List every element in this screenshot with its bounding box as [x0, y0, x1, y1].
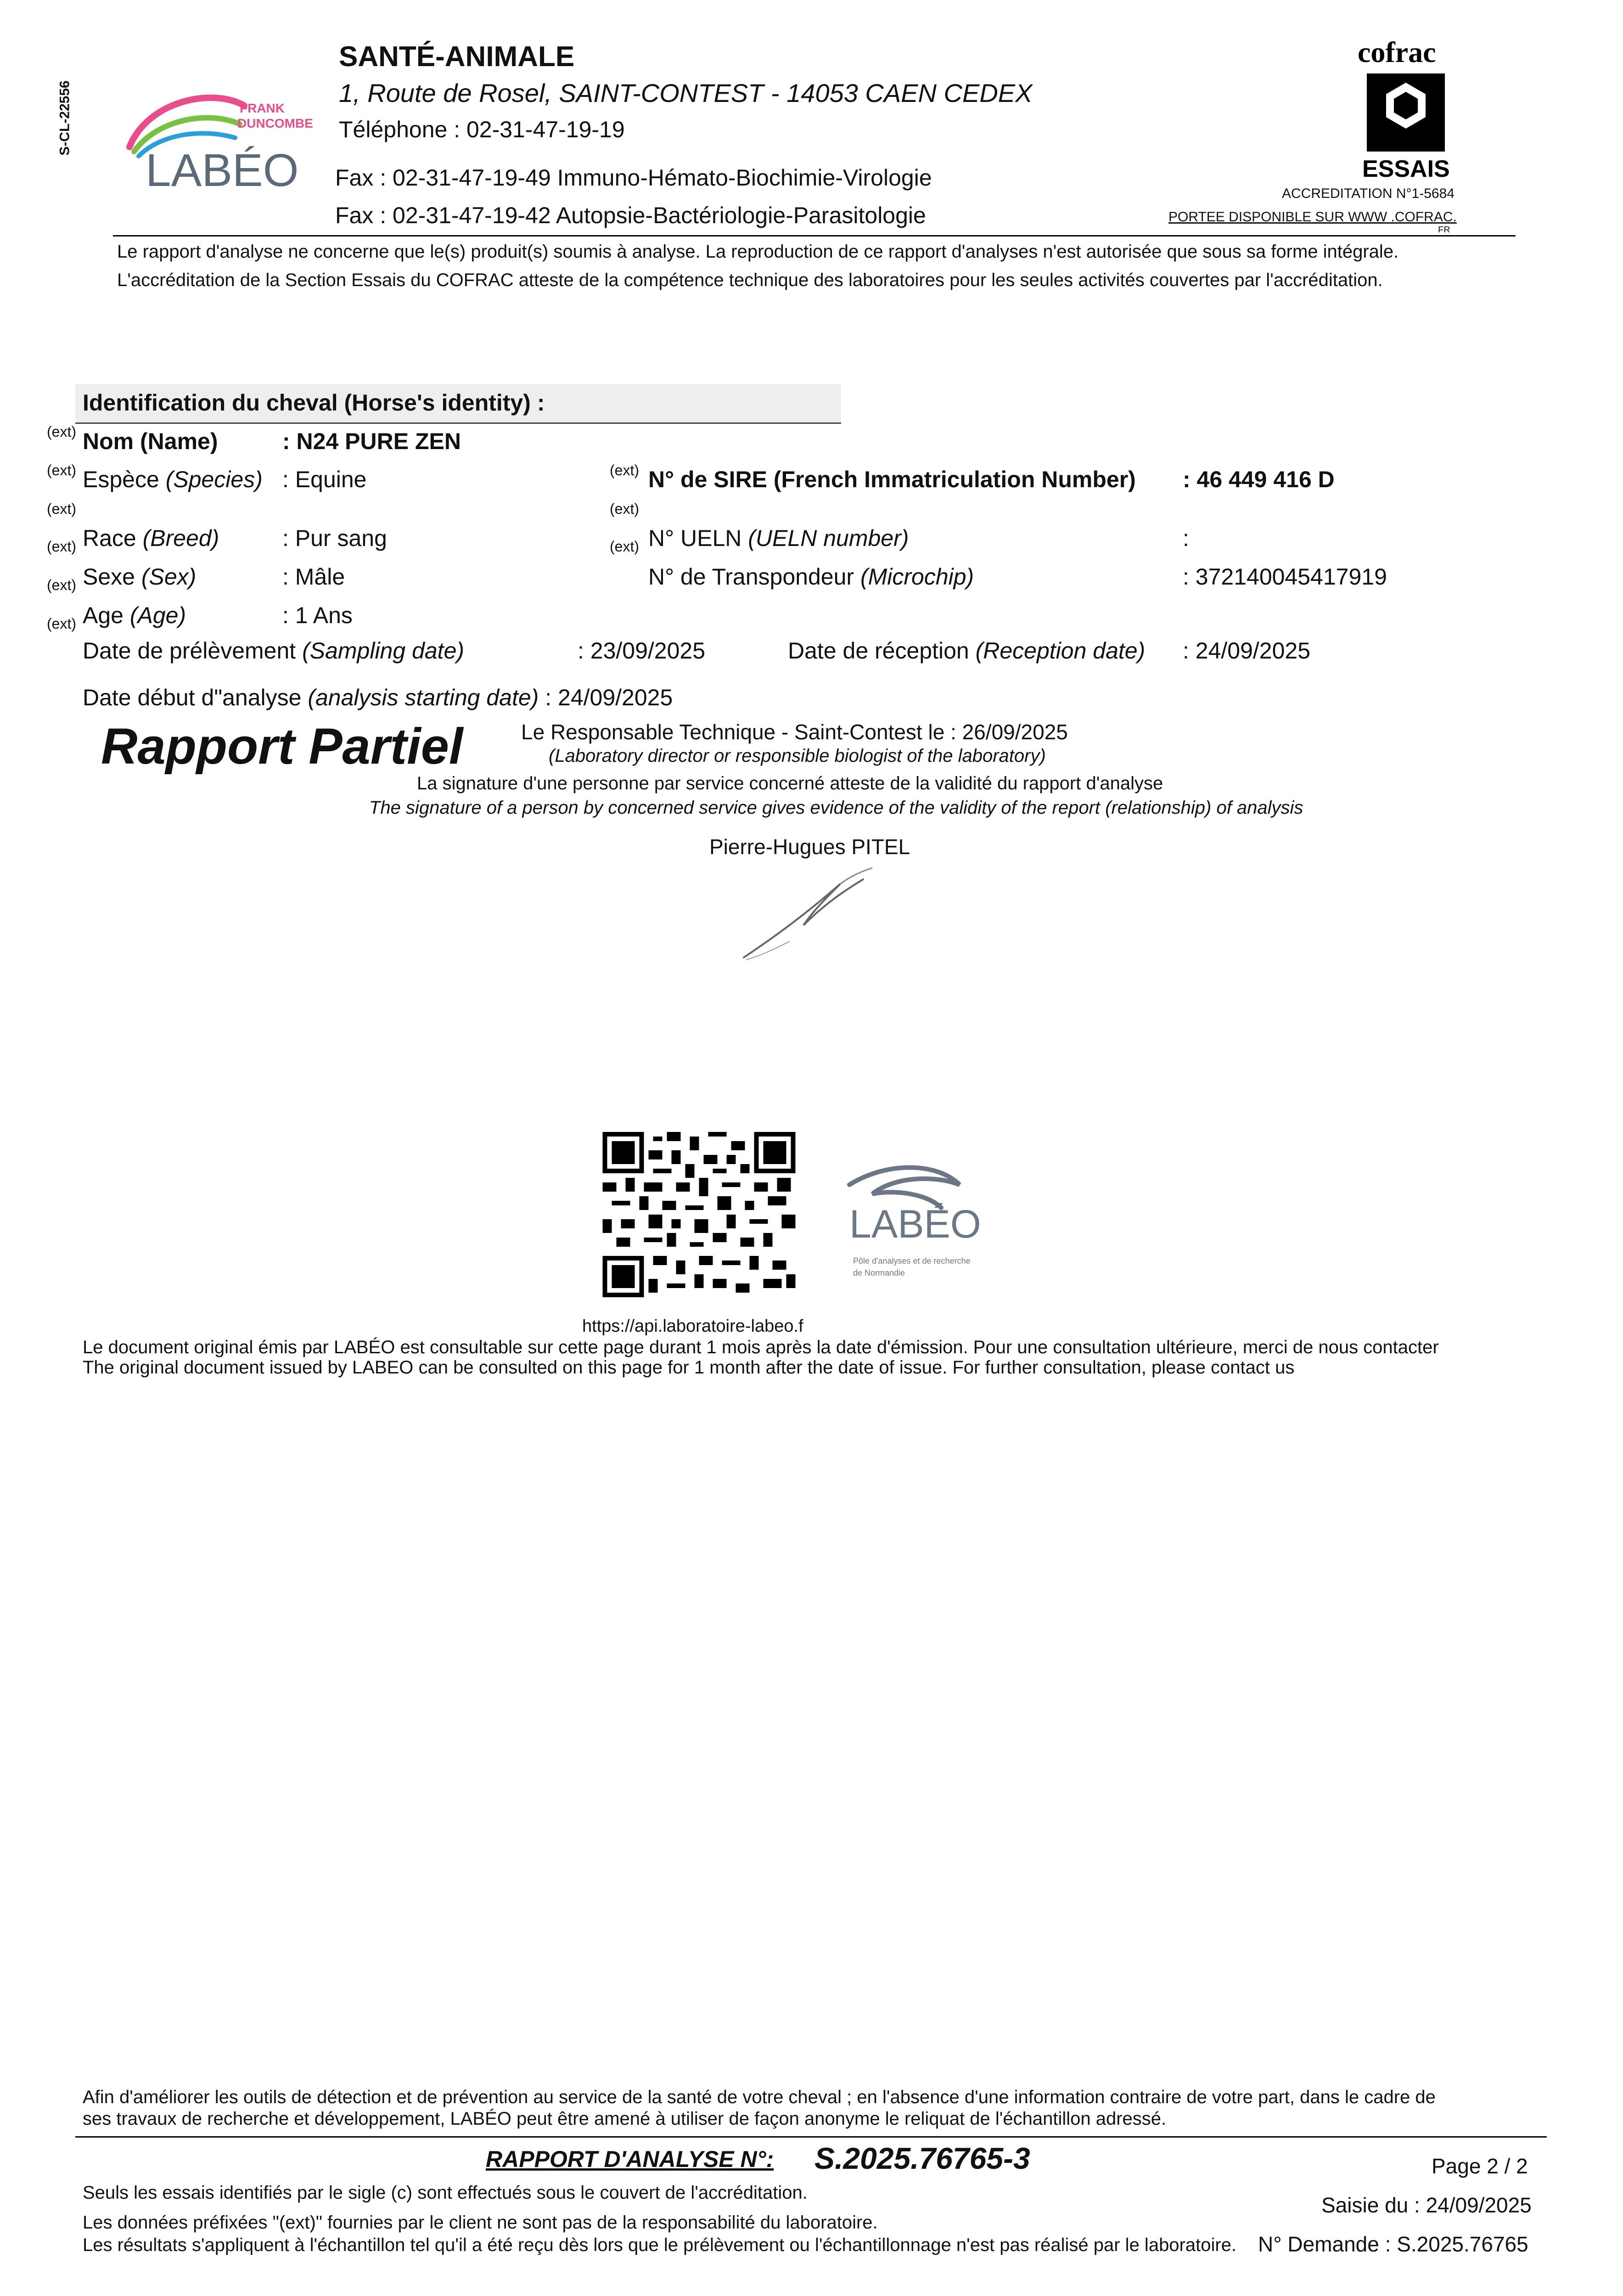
sire-label: N° de SIRE (French Immatriculation Number) — [648, 467, 1136, 492]
sexe-label-en: (Sex) — [141, 564, 197, 590]
footer-note-1: Seuls les essais identifiés par le sigle (c) sont effectués sous le couvert de l'accréditation. — [83, 2183, 808, 2203]
sire-value: : 46 449 416 D — [1183, 467, 1335, 492]
logo-text: LABÉO — [146, 145, 299, 196]
ueln-label-en: (UELN number) — [748, 525, 909, 551]
reception-value: : 24/09/2025 — [1183, 638, 1311, 664]
research-note-2: ses travaux de recherche et développement, LABÉO peut être amené à utiliser de façon anonyme le reliquat de l'échantillon adressé. — [83, 2109, 1167, 2129]
prelevement-label-fr: Date de prélèvement — [83, 638, 296, 664]
responsable-en: (Laboratory director or responsible biologist of the laboratory) — [549, 746, 1046, 766]
qr-url[interactable]: https://api.laboratoire-labeo.f — [582, 1317, 803, 1336]
portee-link[interactable]: PORTEE DISPONIBLE SUR WWW .COFRAC. — [1168, 209, 1457, 225]
espece-label — [83, 466, 263, 493]
disclaimer-1: Le rapport d'analyse ne concerne que le(s) produit(s) soumis à analyse. La reproduction de ce rapport d'analyses n'est autorisée que sous sa forme intégrale. — [117, 242, 1399, 262]
labeo-logo — [120, 78, 322, 197]
signature-note-fr: La signature d'une personne par service concerné atteste de la validité du rapport d'analyse — [417, 773, 1163, 793]
research-note-1: Afin d'améliorer les outils de détection et de prévention au service de la santé de votre cheval ; en l'absence d'une information contraire de votre part, dans le cadre de — [83, 2087, 1436, 2107]
ext-tag: (ext) — [47, 615, 76, 632]
saisie-date: Saisie du : 24/09/2025 — [1321, 2193, 1532, 2217]
debut-analyse — [83, 684, 673, 711]
lab-fax-2: Fax : 02-31-47-19-42 Autopsie-Bactériologie-Parasitologie — [335, 203, 926, 228]
rapport-partiel: Rapport Partiel — [101, 718, 463, 775]
ueln-label — [648, 525, 909, 551]
race-label-en: (Breed) — [142, 525, 219, 551]
espece-label-fr: Espèce — [83, 467, 159, 492]
footer-note-3: Les résultats s'appliquent à l'échantillon tel qu'il a été reçu dès lors que le prélèvement ou l'échantillonnage n'est pas réalisé par le laboratoire. — [83, 2235, 1237, 2255]
qr-note-fr: Le document original émis par LABÉO est consultable sur cette page durant 1 mois après la date d'émission. Pour une consultation ultérieure, merci de nous contacter — [83, 1337, 1439, 1357]
lab-address: 1, Route de Rosel, SAINT-CONTEST - 14053 CAEN CEDEX — [339, 79, 1033, 107]
ext-tag: (ext) — [610, 462, 639, 478]
cofrac-logo — [1357, 37, 1455, 184]
ueln-label-fr: N° UELN — [648, 525, 742, 551]
prelevement-label — [83, 637, 464, 664]
sexe-label-fr: Sexe — [83, 564, 135, 590]
nom-label: Nom (Name) — [83, 428, 218, 454]
signature-note-en: The signature of a person by concerned service gives evidence of the validity of the report (relationship) of analysis — [369, 798, 1303, 818]
ext-tag: (ext) — [47, 501, 76, 517]
cofrac-essais: ESSAIS — [1362, 156, 1450, 182]
labeo-logo-large — [831, 1157, 983, 1295]
reception-label-en: (Reception date) — [975, 638, 1146, 664]
signer-name: Pierre-Hugues PITEL — [709, 835, 910, 859]
lab-telephone: Téléphone : 02-31-47-19-19 — [339, 117, 625, 142]
ext-tag: (ext) — [47, 423, 76, 440]
race-value: : Pur sang — [282, 525, 387, 551]
logo-frank: FRANK — [240, 101, 285, 115]
transp-value: : 372140045417919 — [1183, 564, 1387, 590]
sexe-label — [83, 563, 196, 590]
footer-note-2: Les données préfixées "(ext)" fournies par le client ne sont pas de la responsabilité du laboratoire. — [83, 2212, 878, 2233]
debut-value: : 24/09/2025 — [545, 685, 673, 710]
nom-value: : N24 PURE ZEN — [282, 428, 461, 454]
handwritten-signature — [735, 861, 891, 969]
logo-large-text: LABÉO — [849, 1202, 981, 1246]
lab-fax-1: Fax : 02-31-47-19-49 Immuno-Hémato-Biochimie-Virologie — [335, 165, 932, 191]
logo-duncombe: DUNCOMBE — [237, 116, 313, 130]
race-label — [83, 525, 219, 551]
reception-label-fr: Date de réception — [788, 638, 969, 664]
ext-tag: (ext) — [47, 577, 76, 593]
debut-label-fr: Date début d"analyse — [83, 685, 302, 710]
logo-large-sub2: de Normandie — [853, 1268, 905, 1277]
ext-tag: (ext) — [610, 538, 639, 555]
sample-code: S-CL-22556 — [57, 80, 73, 156]
ueln-value: : — [1183, 525, 1189, 551]
page-number: Page 2 / 2 — [1432, 2154, 1528, 2178]
identity-section-title: Identification du cheval (Horse's identity) : — [83, 390, 545, 416]
reception-label — [788, 637, 1145, 664]
responsable-line: Le Responsable Technique - Saint-Contest le : 26/09/2025 — [521, 720, 1068, 744]
age-label-en: (Age) — [129, 602, 186, 628]
demande-number: N° Demande : S.2025.76765 — [1258, 2232, 1528, 2256]
age-value: : 1 Ans — [282, 602, 353, 628]
rapport-label: RAPPORT D'ANALYSE N°: — [486, 2146, 774, 2172]
espece-value: : Equine — [282, 467, 367, 492]
transp-label-fr: N° de Transpondeur — [648, 564, 854, 590]
espece-label-en: (Species) — [165, 467, 263, 492]
age-label — [83, 602, 186, 629]
ext-tag: (ext) — [47, 538, 76, 555]
lab-name: SANTÉ-ANIMALE — [339, 41, 575, 73]
header-divider — [113, 235, 1516, 236]
sample-code-vertical — [57, 69, 92, 170]
qr-code[interactable] — [601, 1132, 797, 1297]
sexe-value: : Mâle — [282, 564, 345, 590]
prelevement-value: : 23/09/2025 — [578, 638, 706, 664]
footer-divider — [75, 2136, 1547, 2138]
prelevement-label-en: (Sampling date) — [302, 638, 465, 664]
age-label-fr: Age — [83, 602, 124, 628]
transp-label — [648, 563, 974, 590]
transp-label-en: (Microchip) — [860, 564, 974, 590]
accreditation-number: ACCREDITATION N°1-5684 — [1282, 186, 1455, 201]
disclaimer-2: L'accréditation de la Section Essais du COFRAC atteste de la compétence technique des laboratoires pour les seules activités couvertes par l'accréditation. — [117, 270, 1383, 290]
rapport-number: S.2025.76765-3 — [814, 2141, 1030, 2175]
ext-tag: (ext) — [610, 501, 639, 517]
cofrac-word: cofrac — [1358, 37, 1436, 68]
race-label-fr: Race — [83, 525, 136, 551]
debut-label-en: (analysis starting date) — [308, 685, 539, 710]
qr-note-en: The original document issued by LABEO can be consulted on this page for 1 month after the date of issue. For further consultation, please contact us — [83, 1357, 1295, 1378]
logo-large-sub1: Pôle d'analyses et de recherche — [853, 1256, 971, 1266]
portee-link-cont: FR — [1438, 225, 1450, 232]
ext-tag: (ext) — [47, 462, 76, 478]
